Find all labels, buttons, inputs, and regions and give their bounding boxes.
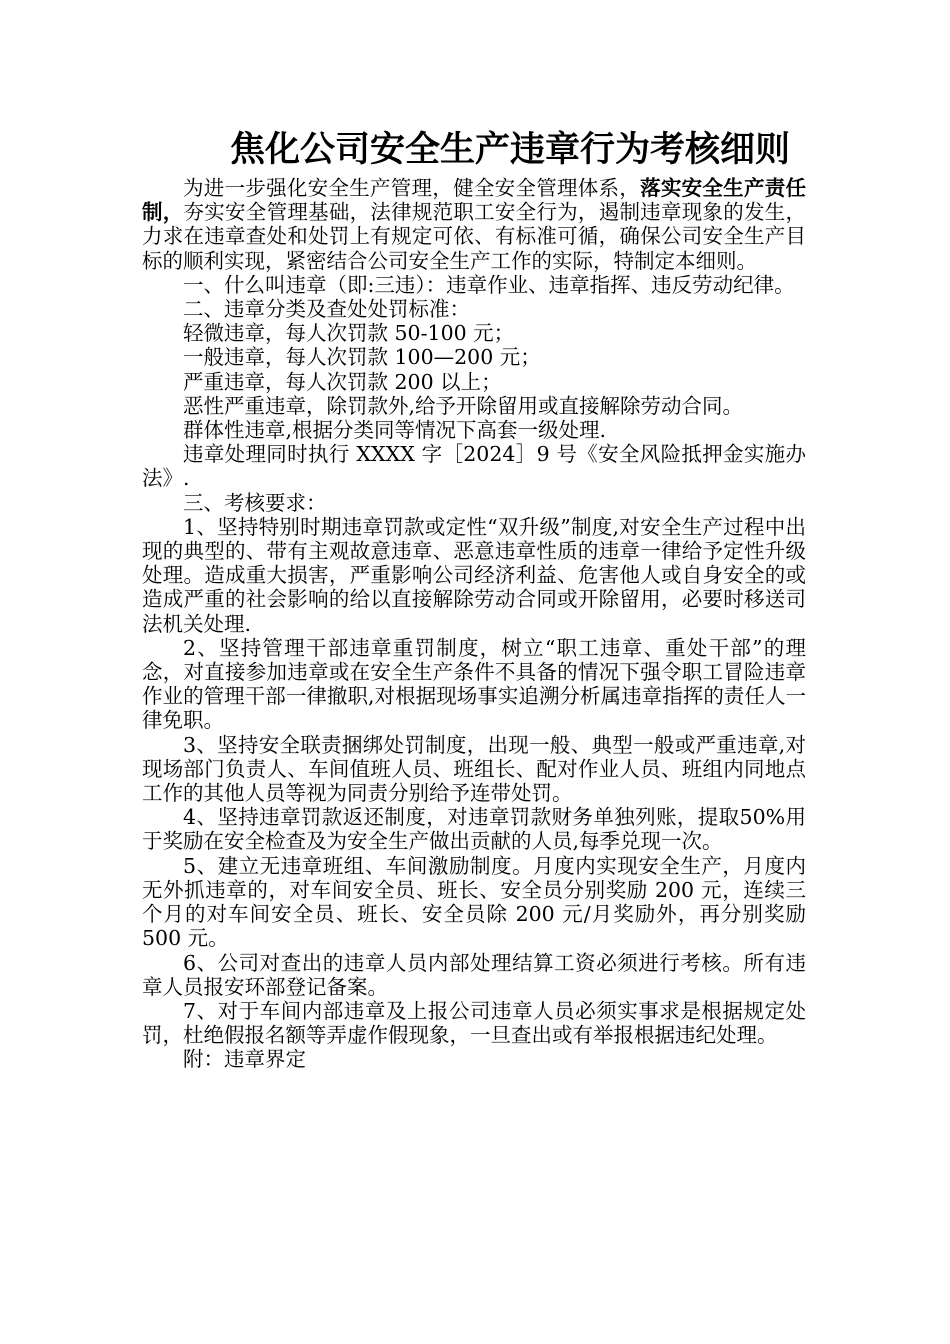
section-2-note: 违章处理同时执行 XXXX 字［2024］9 号《安全风险抵押金实施办法》. bbox=[142, 442, 806, 491]
intro-rest: 夯实安全管理基础，法律规范职工安全行为，遏制违章现象的发生，力求在违章查处和处罚上有规定可依、有标准可循，确保公司安全生产目标的顺利实现，紧密结合公司安全生产工作的实际，特制定本细则。 bbox=[142, 200, 807, 273]
requirement-item: 5、建立无违章班组、车间激励制度。月度内实现安全生产，月度内无外抓违章的，对车间安全员、班长、安全员分别奖励 200 元，连续三个月的对车间安全员、班长、安全员除 200 元/月奖励外，再分别奖励 500 元。 bbox=[142, 853, 806, 951]
requirement-item: 1、坚持特别时期违章罚款或定性“双升级”制度,对安全生产过程中出现的典型的、带有主观故意违章、恶意违章性质的违章一律给予定性升级处理。造成重大损害，严重影响公司经济利益、危害他人或自身安全的或造成严重的社会影响的给以直接解除劳动合同或开除留用，必要时移送司法机关处理. bbox=[142, 514, 806, 636]
document-body bbox=[142, 176, 806, 1072]
requirement-item: 7、对于车间内部违章及上报公司违章人员必须实事求是根据规定处罚，杜绝假报名额等弄虚作假现象，一旦查出或有举报根据违纪处理。 bbox=[142, 998, 806, 1048]
penalty-item: 轻微违章，每人次罚款 50-100 元； bbox=[183, 321, 515, 346]
section-3-heading: 三、考核要求： bbox=[183, 490, 327, 515]
section-2-heading: 二、违章分类及查处处罚标准： bbox=[183, 297, 470, 322]
requirement-item: 2、坚持管理干部违章重罚制度，树立“职工违章、重处干部”的理念，对直接参加违章或在安全生产条件不具备的情况下强令职工冒险违章作业的管理干部一律撤职,对根据现场事实追溯分析属违章指挥的责任人一律免职。 bbox=[142, 635, 806, 733]
requirement-item: 3、坚持安全联责捆绑处罚制度，出现一般、典型一般或严重违章,对现场部门负责人、车间值班人员、班组长、配对作业人员、班组内同地点工作的其他人员等视为同责分别给予连带处罚。 bbox=[142, 732, 806, 806]
requirement-item: 6、公司对查出的违章人员内部处理结算工资必须进行考核。所有违章人员报安环部登记备案。 bbox=[142, 950, 806, 999]
penalty-item: 恶性严重违章，除罚款外,给予开除留用或直接解除劳动合同。 bbox=[183, 393, 744, 418]
penalty-item: 群体性违章,根据分类同等情况下高套一级处理. bbox=[183, 418, 607, 443]
section-1: 一、什么叫违章（即:三违）：违章作业、违章指挥、违反劳动纪律。 bbox=[183, 272, 795, 297]
appendix-line: 附：违章界定 bbox=[183, 1047, 306, 1072]
requirement-item: 4、坚持违章罚款返还制度，对违章罚款财务单独列账，提取50%用于奖励在安全检查及为安全生产做出贡献的人员,每季兑现一次。 bbox=[142, 805, 806, 854]
penalty-item: 严重违章，每人次罚款 200 以上； bbox=[183, 369, 502, 394]
penalty-item: 一般违章，每人次罚款 100—200 元； bbox=[183, 345, 541, 370]
document-title: 焦化公司安全生产违章行为考核细则 bbox=[230, 129, 791, 170]
intro-bold: 落实安全生产责任制， bbox=[142, 176, 807, 225]
intro-paragraph bbox=[142, 176, 806, 273]
intro-lead: 为进一步强化安全生产管理，健全安全管理体系， bbox=[183, 176, 641, 200]
